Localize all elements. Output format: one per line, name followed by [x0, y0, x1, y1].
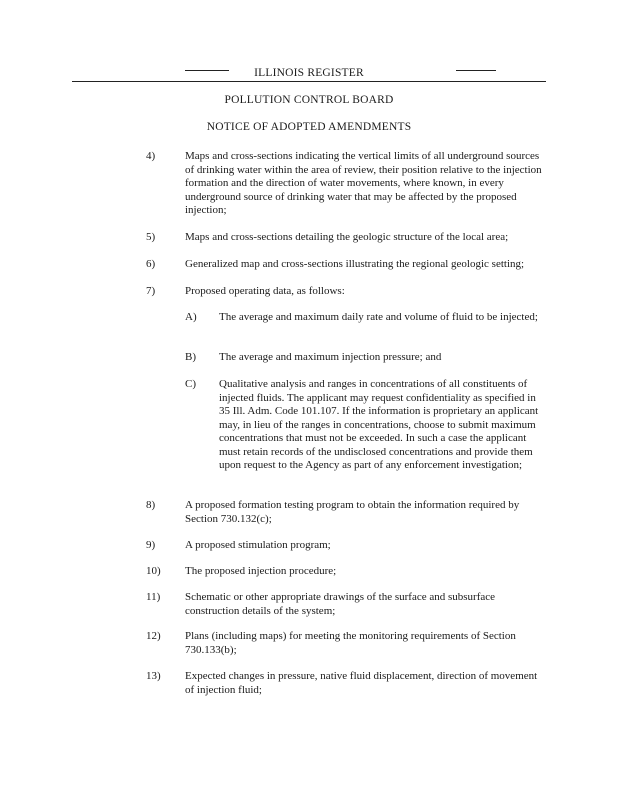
item-number: 10)	[146, 565, 161, 577]
item-number: 13)	[146, 670, 161, 682]
item-number: 5)	[146, 231, 156, 243]
subitem-text: The average and maximum injection pressure; and	[219, 351, 442, 363]
item-number: 11)	[146, 591, 161, 603]
item-text: The proposed injection procedure;	[185, 565, 337, 577]
subitem-letter: A)	[185, 311, 197, 323]
notice-title: NOTICE OF ADOPTED AMENDMENTS	[206, 121, 412, 133]
item-text: Maps and cross-sections detailing the geologic structure of the local area;	[185, 231, 509, 243]
item-text: Proposed operating data, as follows:	[185, 285, 345, 297]
item-text: A proposed formation testing program to obtain the information required by Section 730.132(c);	[185, 499, 520, 525]
item-number: 8)	[146, 499, 156, 511]
subitem-text: Qualitative analysis and ranges in concentrations of all constituents of injected fluids. The applicant may request confidentiality as specified in 35 Ill. Adm. Code 101.107. If the information is proprietary an applicant may, in lieu of the ranges in concentrations, choose to submit maximum concentrations that must not be exceeded. In such a case the applicant must retain records of the undisclosed concentrations and provide them upon request to the Agency as part of any enforcement investigation;	[219, 378, 539, 471]
item-text: Expected changes in pressure, native fluid displacement, direction of movement of injection fluid;	[185, 670, 538, 696]
register-title: ILLINOIS REGISTER	[254, 67, 364, 79]
board-title: POLLUTION CONTROL BOARD	[224, 94, 394, 106]
item-number: 4)	[146, 150, 156, 162]
item-number: 12)	[146, 630, 161, 642]
item-text: Plans (including maps) for meeting the monitoring requirements of Section 730.133(b);	[185, 630, 516, 656]
subitem-letter: C)	[185, 378, 196, 390]
item-text: Generalized map and cross-sections illustrating the regional geologic setting;	[185, 258, 525, 270]
item-text: A proposed stimulation program;	[185, 539, 331, 551]
item-number: 7)	[146, 285, 156, 297]
item-number: 6)	[146, 258, 156, 270]
item-text: Maps and cross-sections indicating the vertical limits of all underground sources of drinking water within the area of review, their position relative to the injection formation and the direction of water movements, where known, in every underground source of drinking water that may be affected by the proposed injection;	[185, 150, 542, 216]
subitem-text: The average and maximum daily rate and volume of fluid to be injected;	[219, 311, 538, 323]
item-number: 9)	[146, 539, 156, 551]
subitem-letter: B)	[185, 351, 196, 363]
item-text: Schematic or other appropriate drawings of the surface and subsurface construction details of the system;	[185, 591, 496, 617]
header-rule	[72, 81, 546, 82]
